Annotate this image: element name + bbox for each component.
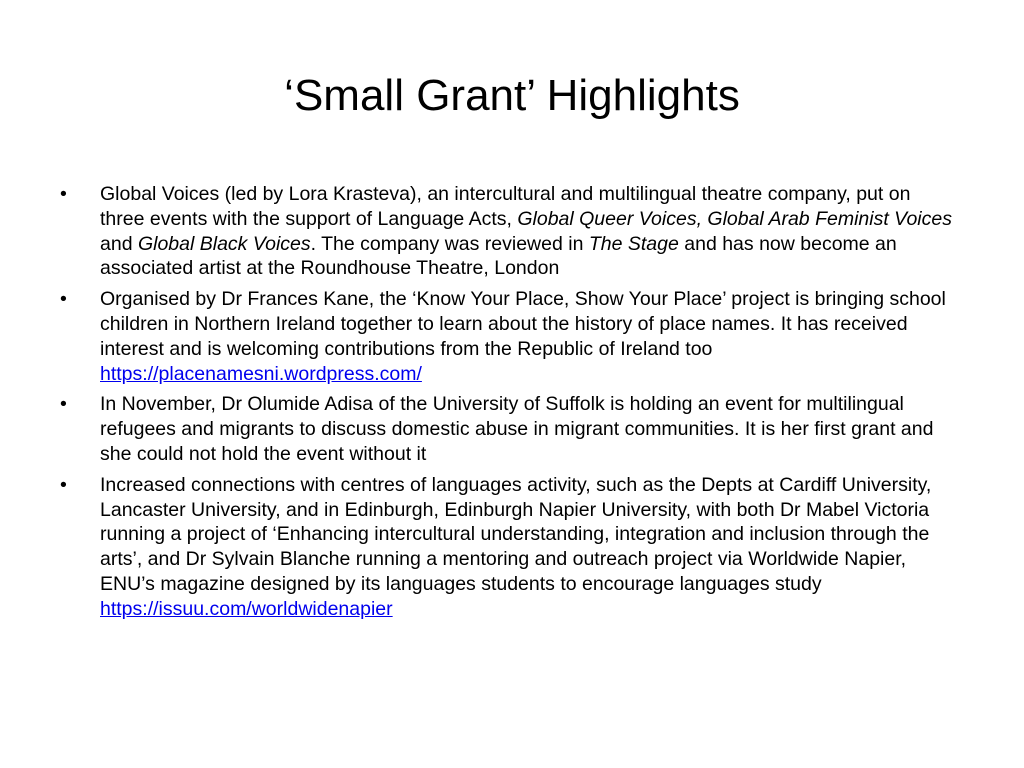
bullet-text (100, 474, 931, 620)
bullet-text (100, 288, 946, 384)
bullet-list (58, 182, 958, 628)
bullet-text (100, 393, 933, 465)
body-text: Increased connections with centres of languages activity, such as the Depts at Cardiff University, Lancaster University, and in Edinburgh, Edinburgh Napier University, with both Dr Mabel Victoria running a project of ‘Enhancing intercultural understanding, integration and inclusion through the arts’, and Dr Sylvain Blanche running a mentoring and outreach project via Worldwide Napier, ENU’s magazine designed by its languages students to encourage languages study (100, 473, 932, 595)
body-text: Global Voices (led by Lora Krasteva), an intercultural and multilingual theatre company, put on three events with the support of Language Acts, (100, 183, 911, 230)
italic-title-text: The Stage (588, 232, 679, 255)
bullet-text (100, 183, 952, 279)
italic-title-text: Global Queer Voices, Global Arab Feminist Voices (517, 207, 952, 230)
bullet-item (58, 473, 958, 622)
hyperlink[interactable]: https://placenamesni.wordpress.com/ (100, 362, 422, 385)
bullet-dot-icon: • (60, 473, 67, 496)
bullet-dot-icon: • (60, 183, 67, 205)
body-text: In November, Dr Olumide Adisa of the University of Suffolk is holding an event for multilingual refugees and migrants to discuss domestic abuse in migrant communities. It is her first grant and she could not hold the event without it (100, 393, 934, 465)
bullet-item (58, 392, 958, 466)
bullet-item (58, 287, 958, 386)
bullet-item (58, 182, 958, 281)
hyperlink[interactable]: https://issuu.com/worldwidenapier (100, 597, 393, 620)
body-text: and has now become an associated artist at the Roundhouse Theatre, London (100, 232, 897, 280)
bullet-dot-icon: • (60, 288, 67, 311)
bullet-dot-icon: • (60, 393, 67, 416)
slide-title: ‘Small Grant’ Highlights (284, 71, 740, 120)
body-text: . The company was reviewed in (310, 232, 589, 255)
italic-title-text: Global Black Voices (137, 232, 311, 255)
body-text: and (100, 232, 138, 255)
body-text: Organised by Dr Frances Kane, the ‘Know Your Place, Show Your Place’ project is bringing school children in Northern Ireland together to learn about the history of place names. It has received interest and is welcoming contributions from the Republic of Ireland too (100, 288, 946, 360)
